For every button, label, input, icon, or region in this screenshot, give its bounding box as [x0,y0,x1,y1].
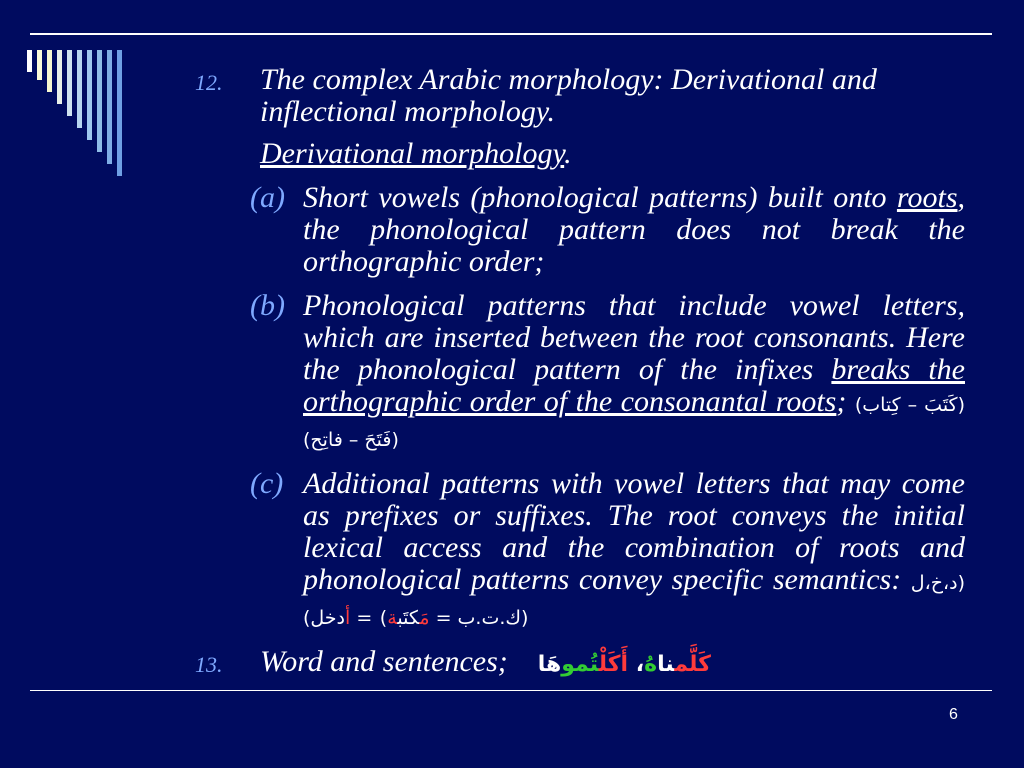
arabic-affix: ة [387,607,398,629]
arabic-affix: مَ [419,607,430,629]
decorative-bar [47,50,52,92]
arabic-part: كَلَّم [674,652,711,677]
sub-text-part: Additional patterns with vowel letters that may come as prefixes or suffixes. The root conveys the initial lexical access and the combination of roots and phonological patterns convey specific semantics: [303,467,965,596]
sub-text-part: Phonological patterns that include vowel letters, which are inserted between the root consonants. Here the phonological pattern of the infixes [303,289,965,386]
roots-term: roots [896,181,958,214]
arabic-part: هُ [644,652,658,677]
decorative-bar [117,50,122,176]
arabic-example [380,607,529,629]
arabic-part: ) [379,607,388,629]
decorative-bar [97,50,102,152]
arabic-part: أَكَلْ [598,652,629,677]
sub-text [303,182,965,278]
underlined-phrase: breaks the orthographic order of the consonantal roots [303,353,965,418]
arabic-affix: أ [345,607,351,629]
sub-item-a [250,182,965,278]
arabic-example: (كَتَبَ – كِتاب) [854,394,966,416]
section-heading [260,138,965,170]
slide-content [195,64,965,681]
sub-item-b [250,290,965,456]
arabic-example: (فَتَحَ – فاتِح) [303,429,399,451]
decorative-bar [87,50,92,140]
arabic-part: هَا [537,652,562,677]
sub-label: (c) [250,467,284,500]
sub-label: (b) [250,289,285,322]
arabic-part: نا [657,652,675,677]
heading-text: Derivational morphology [260,137,565,170]
decorative-bar [107,50,112,164]
bottom-rule [30,690,992,691]
arabic-part: تُمو [561,652,599,677]
item-text: The complex Arabic morphology: Derivational and inflectional morphology. [260,63,877,128]
list-item-13 [195,646,965,681]
item-number: 12. [195,70,223,95]
decorative-bar [77,50,82,128]
arabic-example [538,652,711,677]
decorative-bar [27,50,32,72]
sub-text-part: ; [836,385,847,418]
arabic-part: كتَب [397,607,420,629]
item-text [260,646,965,681]
top-rule [30,33,992,35]
heading-suffix: . [564,137,572,170]
sub-item-c [250,468,965,634]
arabic-part: ، [628,652,645,677]
item-text-part: Word and sentences; [260,645,508,678]
sub-text [303,468,965,634]
arabic-part: (ك.ت.ب = [435,607,529,629]
arabic-part: دخل) [303,607,346,629]
decorative-bar [37,50,42,80]
sub-label: (a) [250,181,285,214]
sub-text-part: Short vowels (phonological patterns) built onto [303,181,897,214]
decorative-bar [67,50,72,116]
item-number: 13. [195,652,223,677]
sub-text [303,290,965,456]
sub-text-part: , the phonological pattern does not break the orthographic order; [303,181,965,278]
list-item-12 [195,64,965,128]
decorative-bar [57,50,62,104]
arabic-part: (د،خ،ل = [356,572,965,629]
page-number: 6 [949,706,958,723]
